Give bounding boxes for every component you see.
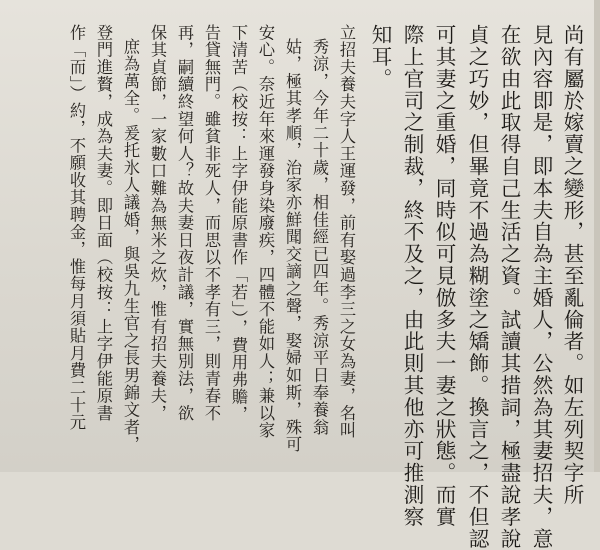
body-text-column-7: 知耳。 [368, 24, 392, 90]
document-text-column-6: 告貸無門。雖貧非死人，而思以不孝有三，則青春不 [202, 24, 221, 422]
body-text-column-4: 貞之巧妙，但畢竟不過為糊塗之矯飾。換言之，不但認 [465, 24, 489, 550]
body-text-column-3: 在欲由此取得自己生活之資。試讀其措詞，極盡說孝說 [497, 24, 521, 550]
document-text-column-2: 秀涼，今年二十歲，相佳經已四年。秀涼平日奉養翁 [310, 38, 329, 436]
document-text-column-9: 庶為萬全。爰托氷人議婚，與吳九生官之長男錦文者， [121, 38, 140, 454]
document-text-column-5: 下清苦（校按：上字伊能原書作「若」），費用弗贍， [229, 24, 248, 423]
document-text-column-10: 登門進贅，成為夫妻。即日面（校按：上字伊能原書 [94, 24, 113, 422]
document-text-column-11: 作「而」）約，不願收其聘金，惟每月須貼月費二十元 [67, 24, 86, 432]
document-text-column-7: 再，嗣續終望何人？故夫妻日夜計議，實無別法，欲 [175, 24, 194, 422]
body-text-column-1: 尚有屬於嫁賣之變形，甚至亂倫者。如左列契字所 [560, 24, 584, 506]
document-text-column-4: 安心。奈近年來運發身染廢疾，四體不能如人；兼以家 [256, 24, 275, 440]
document-text-column-3: 姑，極其孝順，治家亦鮮聞交謫之聲，娶婦如斯，殊可 [283, 38, 302, 454]
document-text-column-1: 立招夫養夫字人王運發，前有娶過李三之女為妻，名叫 [337, 24, 356, 440]
body-text-column-6: 際上官司之制裁，終不及之，由此則其他亦可推測察 [400, 24, 424, 528]
page-edge [594, 0, 600, 472]
document-text-column-8: 保其貞節，一家數口難為無米之炊，惟有招夫養夫， [148, 24, 167, 422]
body-text-column-2: 見內容即是，即本夫自為主婚人，公然為其妻招夫，意 [529, 24, 553, 550]
body-text-column-5: 可其妻之重婚，同時似可見倣多夫一妻之狀態。而實 [432, 24, 456, 528]
